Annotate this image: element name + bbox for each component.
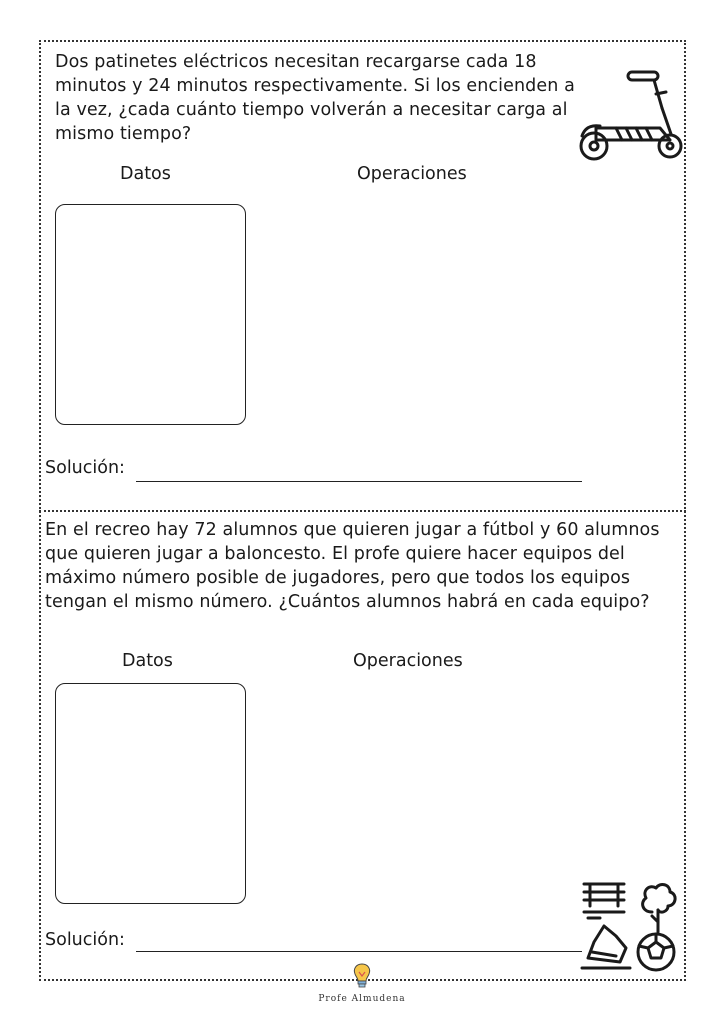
playground-soccer-icon: [580, 876, 684, 976]
section-divider: [39, 510, 686, 512]
problem-1-datos-label: Datos: [120, 164, 171, 184]
problem-1-operaciones-label: Operaciones: [357, 164, 467, 184]
problem-2-solution-label: Solución:: [45, 930, 125, 950]
problem-2-datos-label: Datos: [122, 651, 173, 671]
lightbulb-icon: [352, 962, 372, 990]
problem-2-solution-line[interactable]: [136, 951, 582, 952]
problem-1-solution-label: Solución:: [45, 458, 125, 478]
problem-2-datos-box[interactable]: [55, 683, 246, 904]
problem-2-text: En el recreo hay 72 alumnos que quieren jugar a fútbol y 60 alumnos que quieren jugar a baloncesto. El profe quiere hacer equipos del máximo número posible de jugadores, pero que todos los equipos tengan el mismo número. ¿Cuántos alumnos habrá en cada equipo?: [45, 520, 660, 612]
problem-2-operaciones-label: Operaciones: [353, 651, 463, 671]
problem-1-solution-line[interactable]: [136, 481, 582, 482]
problem-1-text: Dos patinetes eléctricos necesitan recargarse cada 18 minutos y 24 minutos respectivamente. Si los encienden a la vez, ¿cada cuánto tiempo volverán a necesitar carga al mismo tiempo?: [55, 52, 575, 144]
scooter-icon: [576, 66, 684, 164]
problem-1-datos-box[interactable]: [55, 204, 246, 425]
footer-brand: Profe Almudena: [318, 994, 406, 1004]
